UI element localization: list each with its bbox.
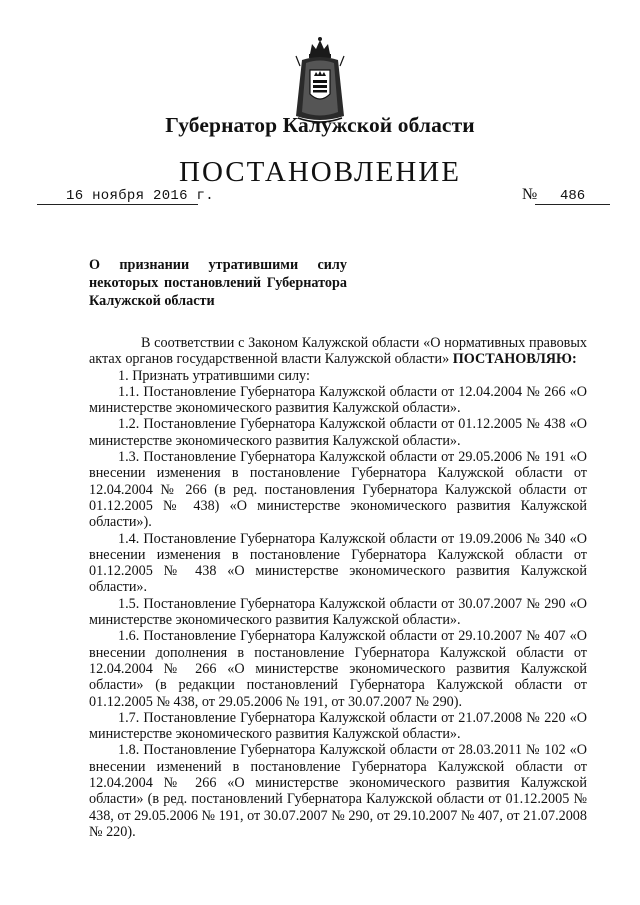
date-underline bbox=[37, 204, 198, 205]
number-underline bbox=[535, 204, 610, 205]
list-item: 1.3. Постановление Губернатора Калужской области от 29.05.2006 № 191 «О внесении изменения в постановление Губернатора Калужской области от 12.04.2004 № 266 (в ред. постановления Губернатора Калужской области от 01.12.2005 № 438) «О министерстве экономического развития Калужской области»). bbox=[89, 449, 587, 531]
list-item: 1.2. Постановление Губернатора Калужской области от 01.12.2005 № 438 «О министерстве экономического развития Калужской области». bbox=[89, 416, 587, 449]
point-1: 1. Признать утратившими силу: bbox=[118, 367, 310, 384]
preamble-paragraph bbox=[89, 335, 587, 368]
list-item: 1.8. Постановление Губернатора Калужской области от 28.03.2011 № 102 «О внесении изменений в постановление Губернатора Калужской области от 12.04.2004 № 266 «О министерстве экономического развития Калужской области» (в ред. постановлений Губернатора Калужской области от 01.12.2005 № 438, от 29.05.2006 № 191, от 30.07.2007 № 290, от 29.10.2007 № 407, от 21.07.2008 № 220). bbox=[89, 742, 587, 840]
list-item: 1.4. Постановление Губернатора Калужской области от 19.09.2006 № 340 «О внесении изменения в постановление Губернатора Калужской области от 01.12.2005 № 438 «О министерстве экономического развития Калужской области». bbox=[89, 530, 587, 596]
list-item: 1.7. Постановление Губернатора Калужской области от 21.07.2008 № 220 «О министерстве экономического развития Калужской области». bbox=[89, 709, 587, 743]
subject-line-1: О признании утратившими силу bbox=[89, 257, 347, 273]
list-item: 1.6. Постановление Губернатора Калужской области от 29.10.2007 № 407 «О внесении дополнения в постановление Губернатора Калужской области от 12.04.2004 № 266 «О министерстве экономического развития Калужской области» (в редакции постановлений Губернатора Калужской области от 01.12.2005 № 438, от 29.05.2006 № 191, от 30.07.2007 № 290). bbox=[89, 628, 587, 710]
list-item: 1.5. Постановление Губернатора Калужской области от 30.07.2007 № 290 «О министерстве экономического развития Калужской области». bbox=[89, 595, 587, 629]
subject-line-3: Калужской области bbox=[89, 293, 215, 309]
document-body bbox=[89, 335, 587, 840]
resolve-word: ПОСТАНОВЛЯЮ: bbox=[452, 351, 577, 368]
document-type: ПОСТАНОВЛЕНИЕ bbox=[179, 156, 461, 188]
subject-line-2: некоторых постановлений Губернатора bbox=[89, 275, 347, 291]
issuing-authority: Губернатор Калужской области bbox=[165, 113, 475, 137]
document-date: 16 ноября 2016 г. bbox=[66, 188, 214, 204]
document-number: 486 bbox=[560, 188, 586, 204]
number-label: № bbox=[522, 186, 538, 203]
coat-of-arms-emblem bbox=[292, 36, 348, 124]
preamble-text: В соответствии с Законом Калужской области «О нормативных правовых актах органов государственной власти Калужской области» bbox=[89, 335, 587, 368]
list-item: 1.1. Постановление Губернатора Калужской области от 12.04.2004 № 266 «О министерстве экономического развития Калужской области». bbox=[89, 383, 587, 417]
document-subject bbox=[89, 256, 347, 310]
